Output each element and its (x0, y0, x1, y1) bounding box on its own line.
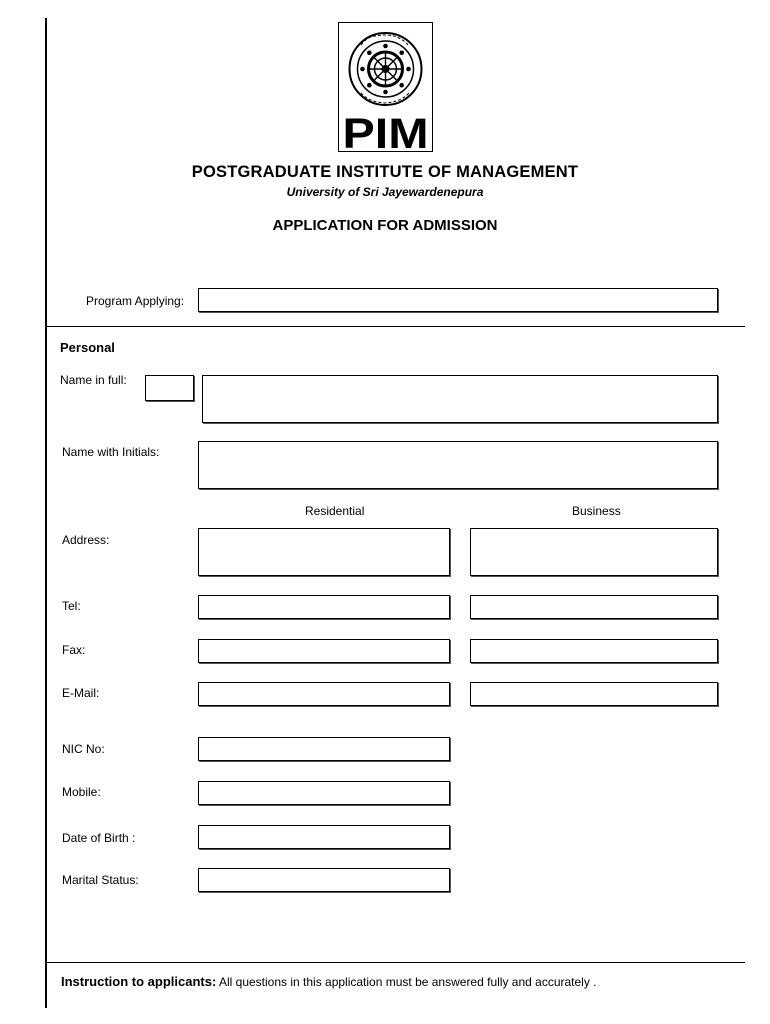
residential-address-input[interactable] (198, 528, 450, 576)
instructions (61, 974, 597, 989)
pim-logo-text: PIM (342, 110, 429, 151)
dob-label: Date of Birth : (62, 831, 136, 845)
marital-status-input[interactable] (198, 868, 450, 892)
university-name: University of Sri Jayewardenepura (286, 185, 484, 199)
marital-status-label: Marital Status: (62, 873, 139, 887)
institute-name: POSTGRADUATE INSTITUTE OF MANAGEMENT (191, 163, 579, 181)
instruction-text: All questions in this application must be answered fully and accurately . (218, 975, 597, 989)
name-initials-label: Name with Initials: (62, 445, 160, 459)
residential-fax-input[interactable] (198, 639, 450, 663)
address-label: Address: (62, 533, 110, 547)
name-full-label: Name in full: (60, 373, 127, 387)
title-input[interactable] (145, 375, 194, 401)
business-email-input[interactable] (470, 682, 718, 706)
residential-tel-input[interactable] (198, 595, 450, 619)
business-address-input[interactable] (470, 528, 718, 576)
dob-input[interactable] (198, 825, 450, 849)
fax-label: Fax: (62, 643, 86, 657)
business-fax-input[interactable] (470, 639, 718, 663)
nic-label: NIC No: (62, 742, 105, 756)
section-divider (45, 326, 745, 327)
form-title: APPLICATION FOR ADMISSION (272, 217, 498, 234)
footer-divider (45, 962, 745, 963)
personal-section-title: Personal (60, 340, 115, 355)
nic-input[interactable] (198, 737, 450, 761)
instruction-title: Instruction to applicants: (61, 974, 217, 989)
residential-column-header: Residential (305, 504, 365, 518)
pim-emblem-icon (339, 23, 432, 151)
mobile-label: Mobile: (62, 785, 101, 799)
business-tel-input[interactable] (470, 595, 718, 619)
email-label: E-Mail: (62, 686, 100, 700)
tel-label: Tel: (62, 599, 81, 613)
pim-logo (338, 22, 433, 152)
residential-email-input[interactable] (198, 682, 450, 706)
program-input[interactable] (198, 288, 718, 312)
mobile-input[interactable] (198, 781, 450, 805)
business-column-header: Business (572, 504, 621, 518)
name-initials-input[interactable] (198, 441, 718, 489)
name-full-input[interactable] (202, 375, 718, 423)
program-label: Program Applying: (86, 294, 185, 308)
